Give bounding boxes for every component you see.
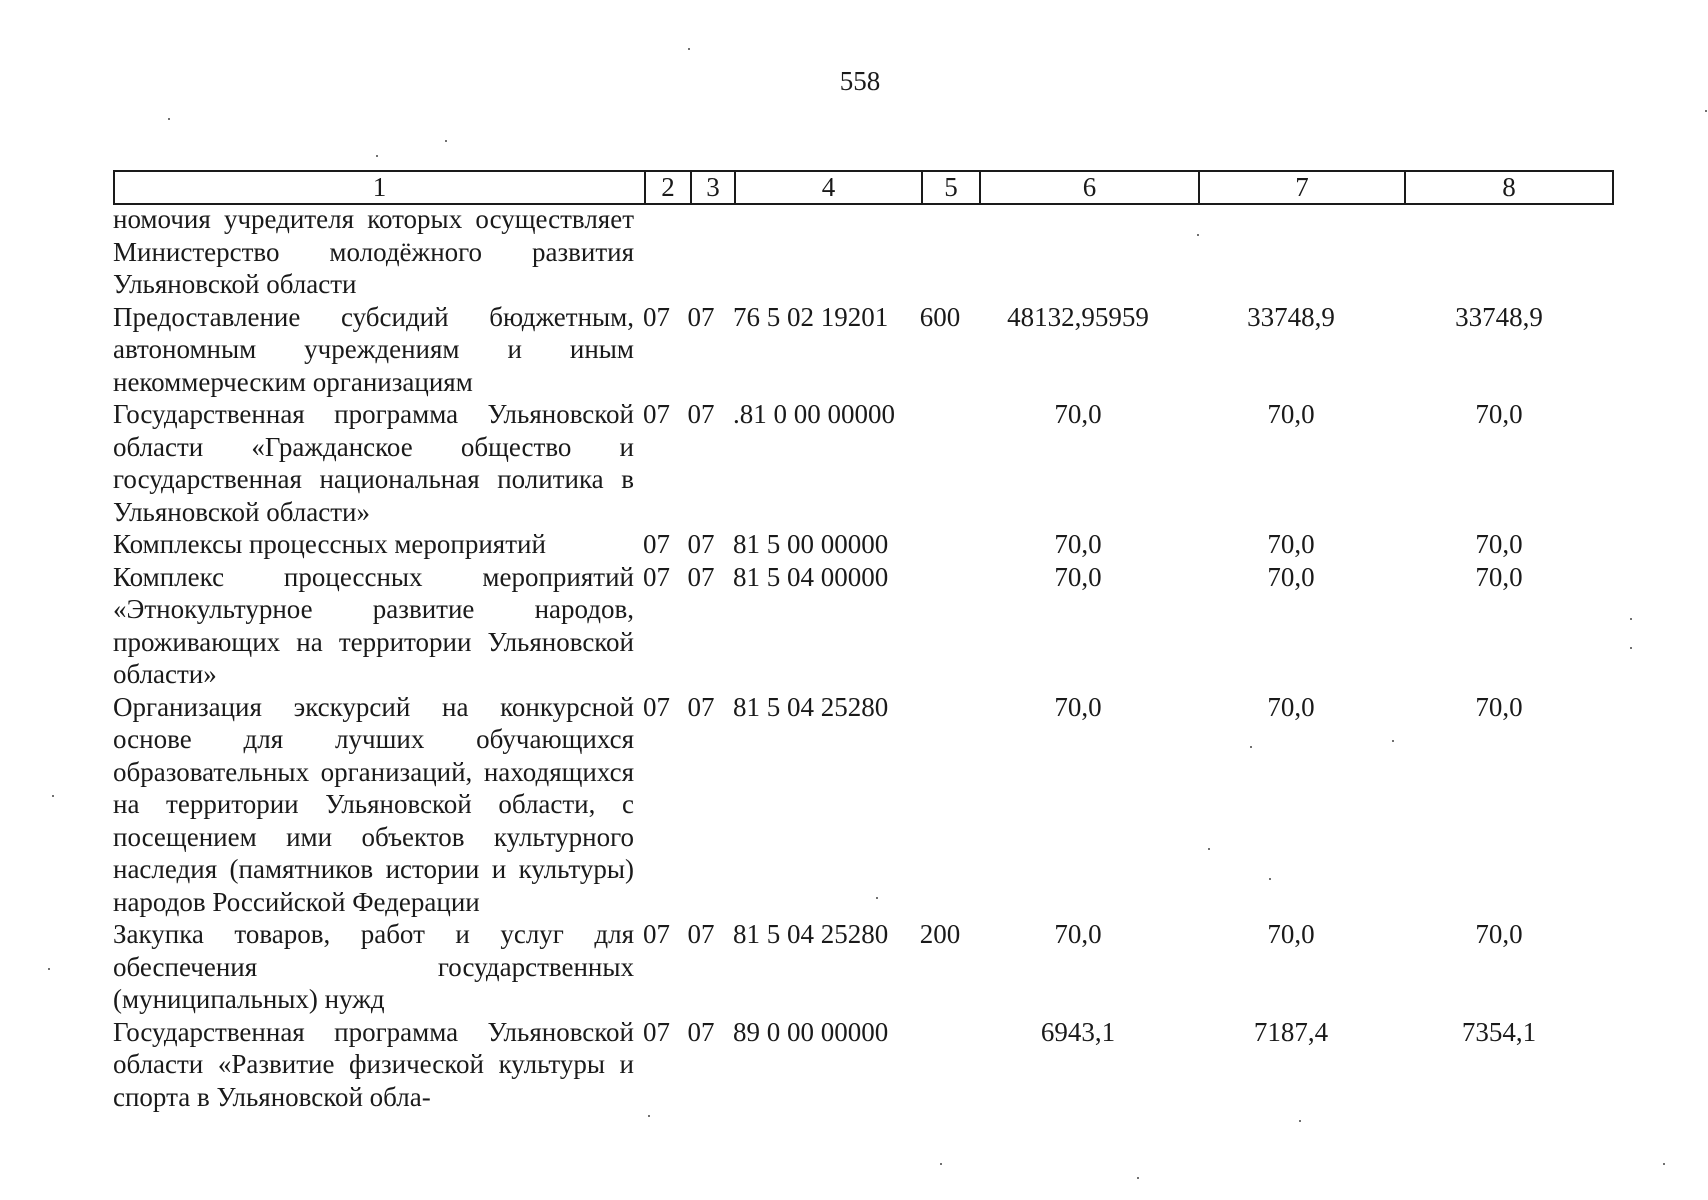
- row-subsection: 07: [687, 561, 715, 592]
- row-subsection: 07: [687, 529, 715, 559]
- row-value-8: 70,0: [1475, 529, 1523, 559]
- table-row: [113, 691, 1613, 919]
- row-name: Закупка товаров, работ и услуг для обеспечения государственных (муниципальных) нужд: [113, 919, 634, 1014]
- row-value-7: 70,0: [1267, 919, 1315, 949]
- scan-speck: [1137, 1177, 1139, 1179]
- scan-speck: [168, 118, 170, 120]
- row-expense-type: 200: [919, 919, 961, 949]
- scan-speck: [1663, 1163, 1665, 1165]
- header-col-3: 3: [691, 171, 735, 204]
- row-name: Предоставление субсидий бюджетным, автономным учреждениям и иным некоммерческим организациям: [113, 301, 634, 397]
- row-value-6: 70,0: [1054, 691, 1102, 722]
- row-value-6: 70,0: [1054, 561, 1102, 592]
- row-section: 07: [643, 399, 670, 429]
- row-value-8: 33748,9: [1455, 301, 1543, 332]
- row-value-7: 70,0: [1267, 399, 1315, 429]
- row-value-8: 70,0: [1475, 691, 1523, 722]
- scan-speck: [1705, 110, 1707, 112]
- row-value-8: 70,0: [1475, 919, 1523, 949]
- row-name: Комплексы процессных мероприятий: [113, 529, 546, 559]
- row-value-7: 7187,4: [1253, 1016, 1329, 1047]
- row-subsection: 07: [687, 301, 715, 332]
- row-target-code: 81 5 00 00000: [733, 529, 889, 559]
- row-value-7: 33748,9: [1247, 301, 1335, 332]
- scan-speck: [445, 140, 447, 142]
- row-target-code: 81 5 04 00000: [733, 561, 889, 592]
- table-row: [113, 561, 1613, 691]
- row-subsection: 07: [687, 399, 715, 429]
- row-value-7: 70,0: [1267, 691, 1315, 722]
- header-row: [114, 171, 1613, 204]
- scan-speck: [688, 48, 690, 50]
- row-value-6: 70,0: [1054, 399, 1102, 429]
- row-section: 07: [643, 919, 670, 949]
- header-col-5: 5: [922, 171, 980, 204]
- scan-speck: [876, 897, 878, 899]
- row-subsection: 07: [687, 691, 715, 722]
- row-name: Комплекс процессных мероприятий «Этнокультурное развитие народов, проживающих на территории Ульяновской области»: [113, 561, 634, 689]
- row-value-6: 48132,95959: [1007, 301, 1149, 332]
- row-value-7: 70,0: [1267, 561, 1315, 592]
- table-row: [113, 1016, 1613, 1114]
- row-value-8: 70,0: [1475, 561, 1523, 592]
- row-value-6: 6943,1: [1040, 1016, 1116, 1047]
- table-row: [113, 203, 1613, 301]
- row-target-code: 76 5 02 19201: [733, 301, 889, 332]
- row-subsection: 07: [687, 919, 715, 949]
- scan-speck: [1630, 647, 1632, 649]
- row-section: 07: [643, 301, 670, 332]
- row-section: 07: [643, 561, 670, 592]
- scan-speck: [1197, 234, 1199, 236]
- row-name: Организация экскурсий на конкурсной основе для лучших обучающихся образовательных организаций, находящихся на территории Ульяновской области, с посещением ими объектов культурного наследия (памятников истории и культуры) народов Российской Федерации: [113, 691, 634, 917]
- row-value-6: 70,0: [1054, 919, 1102, 949]
- row-value-8: 70,0: [1475, 399, 1523, 429]
- row-target-code: 81 5 04 25280: [733, 919, 889, 949]
- header-col-4: 4: [735, 171, 922, 204]
- scan-speck: [648, 1115, 650, 1117]
- row-name: номочия учредителя которых осуществляет Министерство молодёжного развития Ульяновской области: [113, 204, 634, 299]
- scan-speck: [1630, 618, 1632, 620]
- scan-speck: [1299, 1120, 1301, 1122]
- row-value-7: 70,0: [1267, 529, 1315, 559]
- row-section: 07: [643, 691, 670, 722]
- scan-speck: [52, 795, 54, 797]
- scan-speck: [1250, 746, 1252, 748]
- header-col-7: 7: [1199, 171, 1405, 204]
- table-row: [113, 398, 1613, 528]
- scan-speck: [48, 968, 50, 970]
- row-value-8: 7354,1: [1461, 1016, 1537, 1047]
- scan-speck: [1269, 878, 1271, 880]
- table-body: [113, 203, 1613, 1113]
- row-section: 07: [643, 529, 670, 559]
- scan-speck: [940, 1163, 942, 1165]
- table-row: [113, 918, 1613, 1016]
- row-value-6: 70,0: [1054, 529, 1102, 559]
- table-row: [113, 528, 1613, 561]
- row-subsection: 07: [687, 1016, 715, 1047]
- table-header: [113, 170, 1614, 205]
- header-col-6: 6: [980, 171, 1199, 204]
- table-row: [113, 301, 1613, 399]
- row-expense-type: 600: [919, 301, 961, 332]
- row-target-code: 81 5 04 25280: [733, 691, 889, 722]
- row-section: 07: [643, 1016, 670, 1047]
- row-name: Государственная программа Ульяновской области «Развитие физической культуры и спорта в Ульяновской обла-: [113, 1016, 634, 1112]
- header-col-8: 8: [1405, 171, 1613, 204]
- row-target-code: 89 0 00 00000: [733, 1016, 889, 1047]
- scan-speck: [1392, 740, 1394, 742]
- header-col-1: 1: [114, 171, 645, 204]
- scan-speck: [1208, 848, 1210, 850]
- row-name: Государственная программа Ульяновской области «Гражданское общество и государственная национальная политика в Ульяновской области»: [113, 399, 634, 527]
- scan-speck: [376, 155, 378, 157]
- header-col-2: 2: [645, 171, 691, 204]
- page-number: 558: [839, 66, 881, 96]
- row-target-code: .81 0 00 00000: [733, 399, 895, 429]
